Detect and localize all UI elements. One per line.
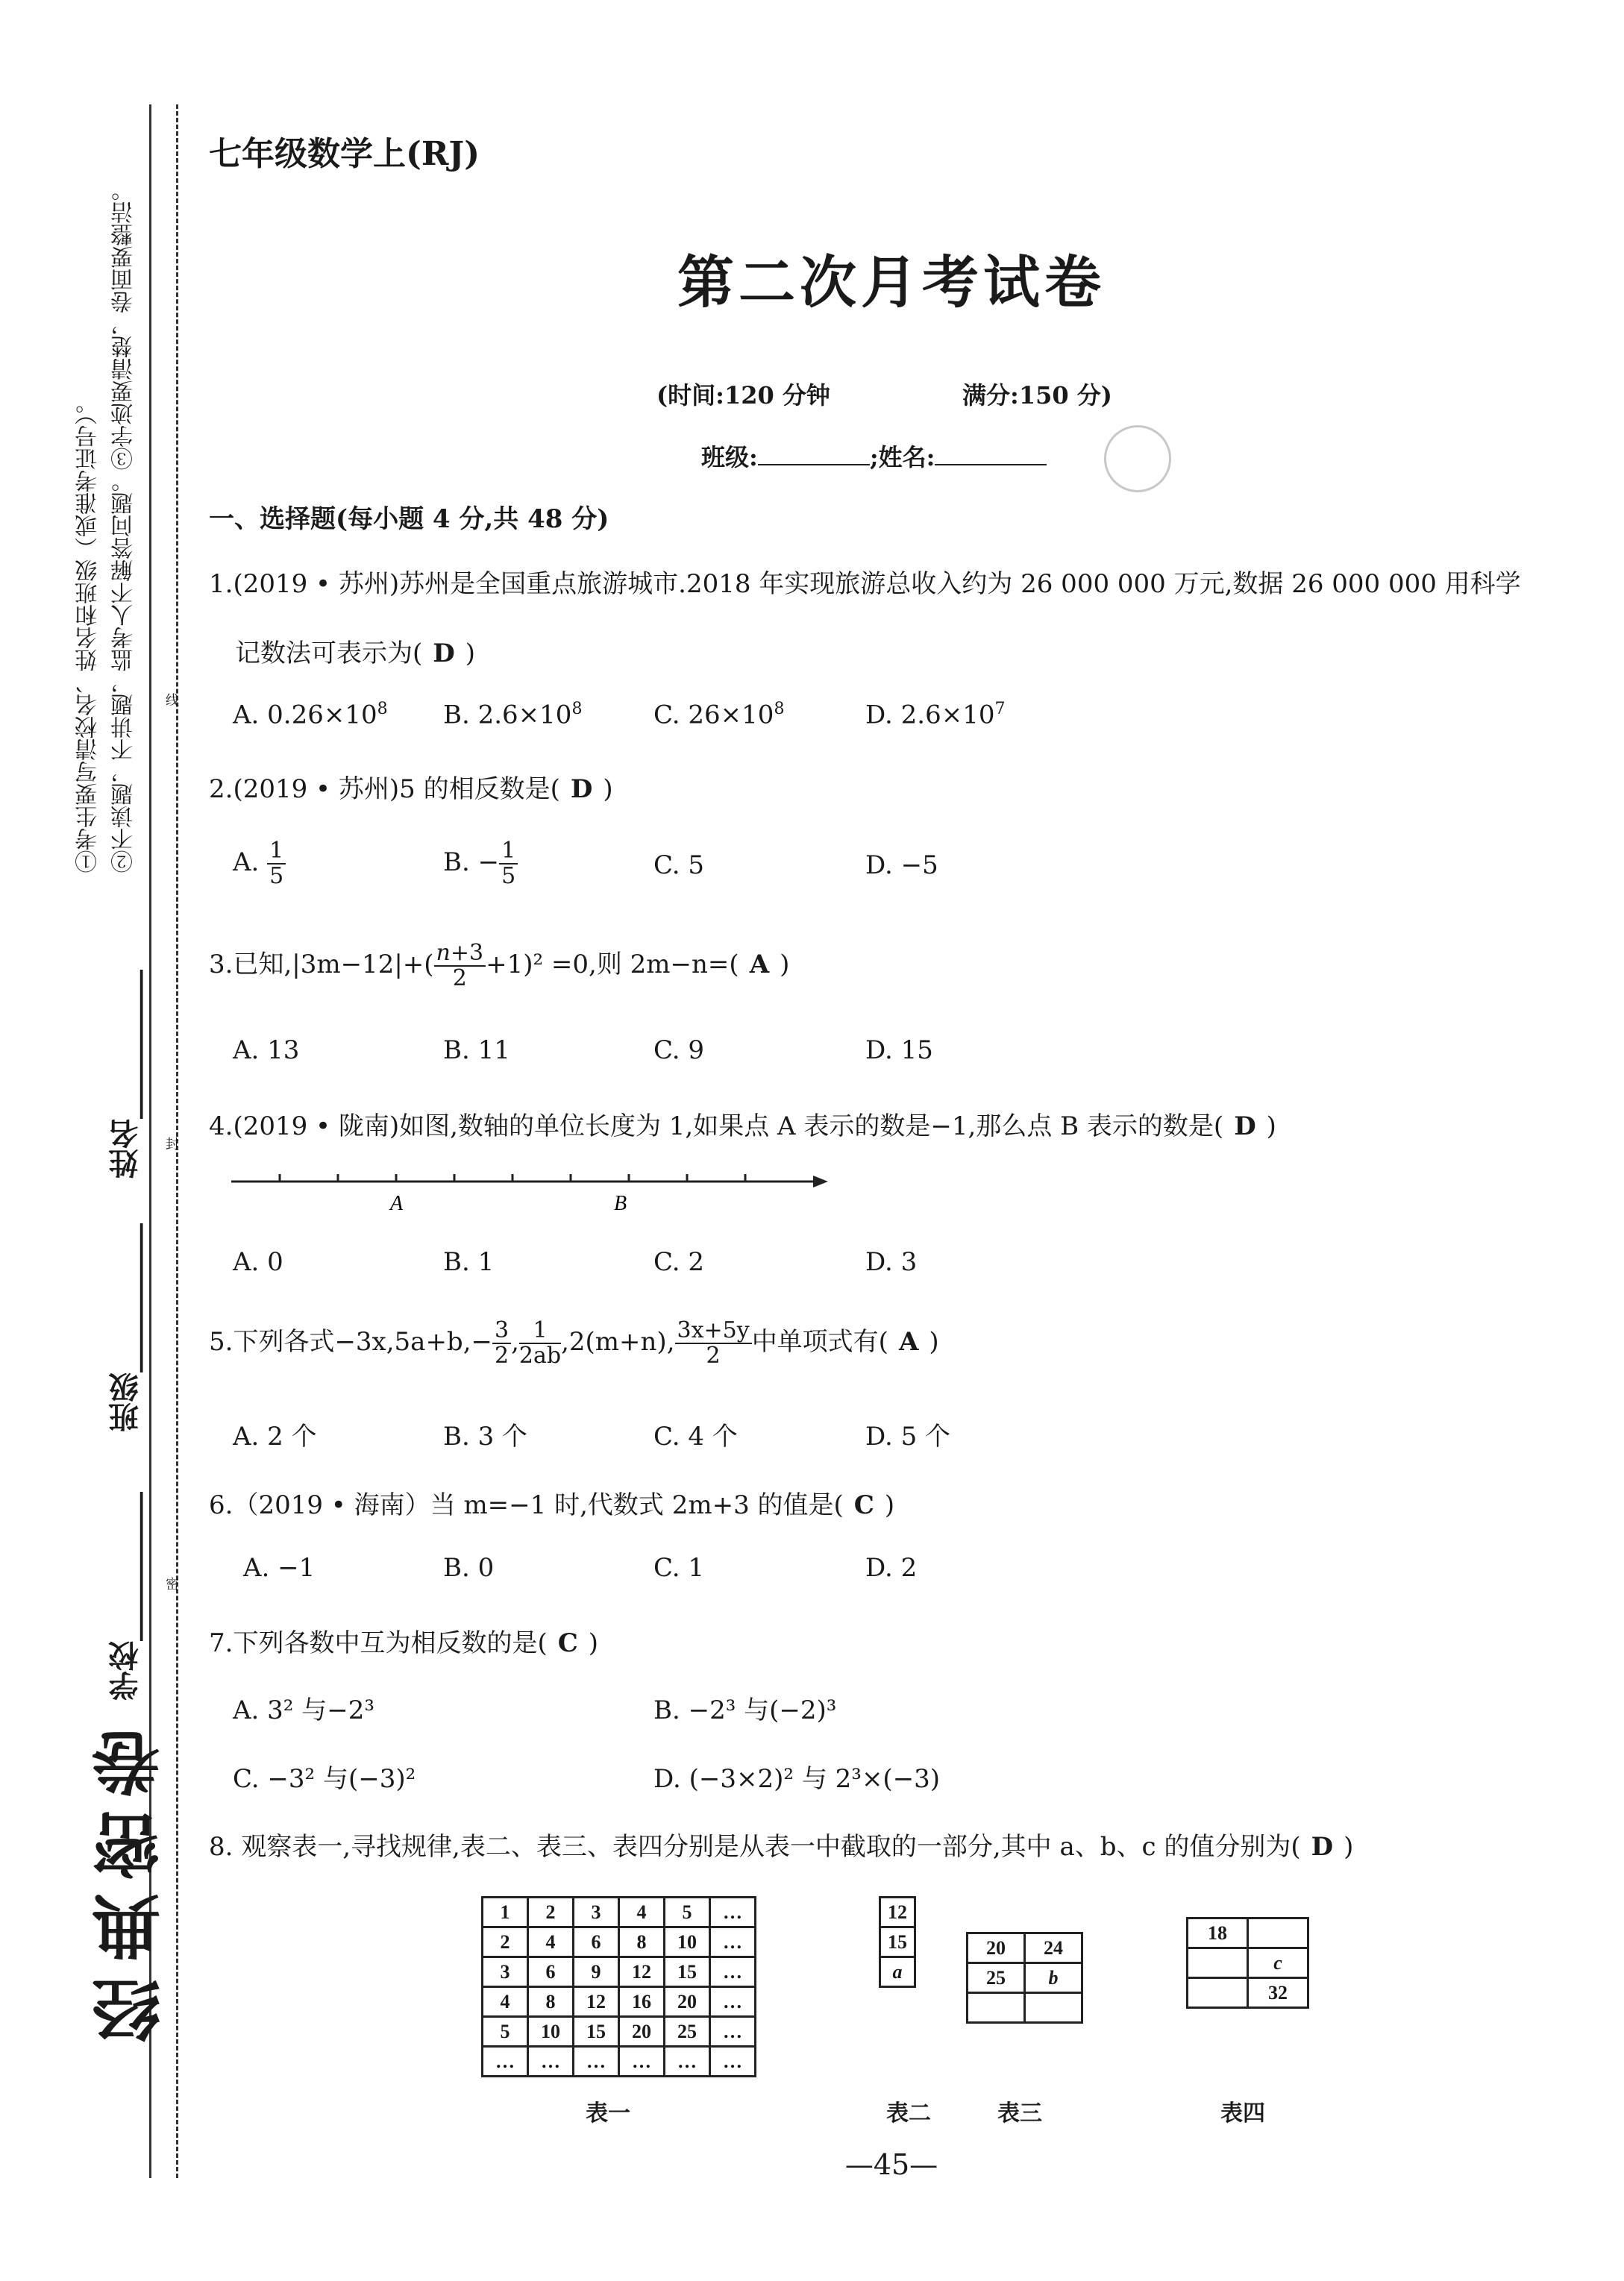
table-cell: [1248, 1918, 1308, 1948]
table-cell: 8: [528, 1987, 574, 2017]
q5-option-d: D. 5 个: [865, 1422, 951, 1452]
table-cell: 1: [483, 1898, 528, 1927]
question-6: 6.（2019 • 海南）当 m=−1 时,代数式 2m+3 的值是( C ): [209, 1490, 895, 1520]
brand-logo: 经典密卷: [91, 1716, 172, 2044]
note-2: ②不读题，不讲题，监考人不解答问题。③字迹要清楚，卷面要整洁。: [111, 179, 137, 873]
table-cell: 6: [574, 1927, 619, 1957]
q7-option-b: B. −2³ 与(−2)³: [653, 1695, 837, 1725]
table-row: [968, 1993, 1082, 2023]
question-8: 8. 观察表一,寻找规律,表二、表三、表四分别是从表一中截取的一部分,其中 a、b、c 的值分别为( D ): [209, 1832, 1354, 1862]
table-cell: 8: [619, 1927, 665, 1957]
answer-8: D: [1311, 1832, 1334, 1862]
table-row: [483, 1957, 756, 1987]
answer-1: D: [433, 639, 455, 668]
question-1-line1: 1.(2019 • 苏州)苏州是全国重点旅游城市.2018 年实现旅游总收入约为 26 000 000 万元,数据 26 000 000 用科学: [209, 569, 1521, 599]
q1-option-c: C. $26\times 10^8$: [653, 700, 785, 730]
q5-option-c: C. 4 个: [653, 1422, 738, 1452]
table-cell: 15: [880, 1927, 915, 1957]
table-cell: …: [574, 2047, 619, 2077]
page-number: —45—: [844, 2148, 938, 2181]
table-cell: [968, 1993, 1025, 2023]
section-title: 一、选择题(每小题 4 分,共 48 分): [209, 504, 609, 534]
caption-table-2: 表二: [886, 2100, 931, 2127]
field-name: 姓名__________: [108, 970, 143, 1179]
q3-option-d: D. 15: [865, 1035, 933, 1065]
table-cell: …: [710, 2017, 756, 2047]
class-name-line: [701, 439, 1047, 473]
table-4: [1186, 1917, 1309, 2009]
q5-option-b: B. 3 个: [443, 1422, 528, 1452]
field-class: 班级__________: [108, 1223, 143, 1432]
q4-option-c: C. 2: [653, 1247, 705, 1277]
q4-option-a: A. 0: [233, 1247, 283, 1277]
table-row: [968, 1963, 1082, 1993]
answer-7: C: [557, 1628, 578, 1658]
table-cell: 15: [665, 1957, 710, 1987]
seal-mark-xian: 线: [166, 693, 179, 709]
q1-option-d: D. $2.6\times 10^7$: [865, 700, 1006, 730]
table-cell: …: [665, 2047, 710, 2077]
caption-table-4: 表四: [1220, 2100, 1265, 2127]
table-cell: 4: [528, 1927, 574, 1957]
q2-option-d: D. −5: [865, 850, 938, 880]
answer-6: C: [853, 1490, 874, 1520]
q5-option-a: A. 2 个: [233, 1422, 317, 1452]
book-title: 七年级数学上(RJ): [209, 135, 480, 173]
table-cell: …: [528, 2047, 574, 2077]
table-row: [1188, 1918, 1308, 1948]
q3-option-b: B. 11: [443, 1035, 510, 1065]
table-cell: 12: [574, 1987, 619, 2017]
note-1: ①考生要写清校名、姓名和班级（或准考证号）。: [75, 392, 101, 873]
table-cell: …: [483, 2047, 528, 2077]
table-row: [483, 2047, 756, 2077]
table-row: [880, 1898, 915, 1927]
table-row: [1188, 1978, 1308, 2008]
table-cell: 5: [665, 1898, 710, 1927]
table-cell: …: [619, 2047, 665, 2077]
table-row: [880, 1957, 915, 1987]
table-cell: …: [710, 1987, 756, 2017]
table-row: [1188, 1948, 1308, 1978]
q1-option-a: A. $0.26\times 10^8$: [233, 700, 388, 730]
q2-option-a: A. $\frac{1}{5}$: [233, 839, 286, 888]
q6-option-a: A. −1: [243, 1553, 316, 1583]
table-cell: 6: [528, 1957, 574, 1987]
q4-option-d: D. 3: [865, 1247, 918, 1277]
answer-2: D: [570, 774, 593, 804]
number-line: [228, 1164, 839, 1223]
table-cell: 4: [619, 1898, 665, 1927]
class-label: 班级:: [701, 443, 758, 471]
question-2: 2.(2019 • 苏州)5 的相反数是( D ): [209, 774, 613, 804]
table-cell: 10: [528, 2017, 574, 2047]
caption-table-1: 表一: [586, 2100, 630, 2127]
question-3: 3.已知,|3m−12|+( $\frac{n+3}{2}$ +1)² =0,则 2m−n=( A ): [209, 940, 790, 991]
table-cell: 2: [528, 1898, 574, 1927]
table-cell: 2: [483, 1927, 528, 1957]
question-5: 5.下列各式−3x,5a+b,− $\frac{3}{2}$ , $\frac{1}{2ab}$ ,2(m+n), $\frac{3x+5y}{2}$ 中单项式有( A ): [209, 1317, 939, 1369]
q2-option-c: C. 5: [653, 850, 705, 880]
class-blank: [758, 464, 870, 465]
table-row: [483, 1898, 756, 1927]
table-cell: 3: [574, 1898, 619, 1927]
exam-title: 第二次月考试卷: [677, 249, 1106, 316]
table-row: [483, 1927, 756, 1957]
field-school: 学校__________: [108, 1492, 143, 1701]
question-4: 4.(2019 • 陇南)如图,数轴的单位长度为 1,如果点 A 表示的数是−1,那么点 B 表示的数是( D ): [209, 1111, 1276, 1141]
table-cell: [1188, 1978, 1248, 2008]
table-row: [880, 1927, 915, 1957]
table-row: [483, 1987, 756, 2017]
table-cell: 4: [483, 1987, 528, 2017]
table-cell: b: [1025, 1963, 1082, 1993]
table-cell: …: [710, 2047, 756, 2077]
q2-option-b: B. − $\frac{1}{5}$: [443, 839, 518, 888]
table-cell: a: [880, 1957, 915, 1987]
exam-score: 满分:150 分): [962, 381, 1112, 410]
q1-option-b: B. $2.6\times 10^8$: [443, 700, 583, 730]
table-cell: …: [710, 1898, 756, 1927]
table-cell: 10: [665, 1927, 710, 1957]
question-1-line2: 记数法可表示为( D ): [235, 639, 476, 668]
table-cell: 20: [619, 2017, 665, 2047]
table-cell: 12: [619, 1957, 665, 1987]
table-cell: 3: [483, 1957, 528, 1987]
q7-option-a: A. 3² 与−2³: [233, 1695, 374, 1725]
point-b-label: B: [614, 1192, 627, 1215]
table-row: [968, 1933, 1082, 1963]
answer-5: A: [898, 1327, 919, 1357]
q3-option-c: C. 9: [653, 1035, 705, 1065]
table-3: [966, 1932, 1083, 2024]
table-1: [481, 1896, 756, 2077]
table-cell: c: [1248, 1948, 1308, 1978]
q6-option-d: D. 2: [865, 1553, 918, 1583]
name-blank: [935, 464, 1047, 465]
exam-time: (时间:120 分钟: [656, 381, 830, 410]
q7-option-c: C. −3² 与(−3)²: [233, 1764, 416, 1794]
answer-3: A: [749, 950, 770, 979]
point-a-label: A: [390, 1192, 404, 1215]
stamp-icon: [1104, 425, 1171, 492]
table-row: [483, 2017, 756, 2047]
table-cell: …: [710, 1957, 756, 1987]
table-cell: 32: [1248, 1978, 1308, 2008]
q7-option-d: D. (−3×2)² 与 2³×(−3): [653, 1764, 941, 1794]
seal-mark-feng: 封: [166, 1137, 179, 1152]
table-cell: 20: [968, 1933, 1025, 1963]
table-cell: 5: [483, 2017, 528, 2047]
table-cell: 9: [574, 1957, 619, 1987]
answer-4: D: [1234, 1111, 1256, 1141]
table-cell: 25: [968, 1963, 1025, 1993]
table-cell: 25: [665, 2017, 710, 2047]
table-cell: 16: [619, 1987, 665, 2017]
name-label: ;姓名:: [869, 443, 935, 471]
question-7: 7.下列各数中互为相反数的是( C ): [209, 1628, 599, 1658]
table-cell: 18: [1188, 1918, 1248, 1948]
table-cell: 24: [1025, 1933, 1082, 1963]
caption-table-3: 表三: [997, 2100, 1042, 2127]
table-cell: 12: [880, 1898, 915, 1927]
q4-option-b: B. 1: [443, 1247, 495, 1277]
q6-option-c: C. 1: [653, 1553, 705, 1583]
table-cell: 20: [665, 1987, 710, 2017]
table-2: [879, 1896, 916, 1988]
seal-mark-mi: 密: [166, 1577, 179, 1593]
table-cell: 15: [574, 2017, 619, 2047]
table-cell: [1025, 1993, 1082, 2023]
q3-option-a: A. 13: [233, 1035, 300, 1065]
table-cell: …: [710, 1927, 756, 1957]
q6-option-b: B. 0: [443, 1553, 495, 1583]
table-cell: [1188, 1948, 1248, 1978]
